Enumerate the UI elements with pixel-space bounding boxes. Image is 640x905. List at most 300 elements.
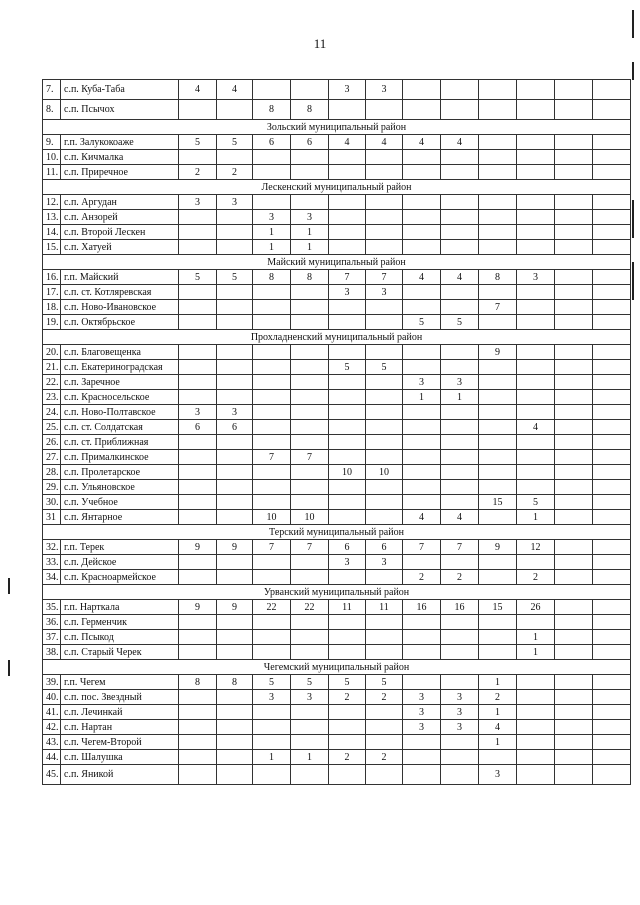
value-cell	[253, 405, 291, 420]
value-cell	[366, 630, 403, 645]
value-cell	[253, 390, 291, 405]
value-cell	[555, 750, 593, 765]
value-cell	[253, 435, 291, 450]
value-cell	[555, 465, 593, 480]
value-cell	[253, 345, 291, 360]
value-cell	[555, 100, 593, 120]
value-cell	[291, 165, 329, 180]
value-cell	[217, 360, 253, 375]
settlement-name: с.п. Ново-Ивановское	[61, 300, 179, 315]
value-cell	[329, 240, 366, 255]
value-cell	[291, 720, 329, 735]
value-cell: 7	[329, 270, 366, 285]
settlement-name: с.п. Хатуей	[61, 240, 179, 255]
value-cell: 5	[329, 360, 366, 375]
value-cell: 2	[329, 690, 366, 705]
value-cell: 1	[479, 675, 517, 690]
value-cell	[441, 360, 479, 375]
value-cell	[291, 615, 329, 630]
value-cell: 9	[479, 345, 517, 360]
value-cell: 16	[441, 600, 479, 615]
value-cell	[479, 420, 517, 435]
settlement-name: с.п. Куба-Таба	[61, 80, 179, 100]
settlement-name: с.п. Учебное	[61, 495, 179, 510]
value-cell	[291, 405, 329, 420]
value-cell	[441, 420, 479, 435]
value-cell	[329, 765, 366, 785]
value-cell	[593, 420, 631, 435]
value-cell: 5	[441, 315, 479, 330]
settlement-name: с.п. ст. Приближная	[61, 435, 179, 450]
table-body	[43, 80, 631, 785]
value-cell	[593, 375, 631, 390]
value-cell	[329, 345, 366, 360]
settlement-name: с.п. Дейское	[61, 555, 179, 570]
value-cell: 5	[217, 270, 253, 285]
value-cell: 1	[291, 750, 329, 765]
value-cell	[517, 210, 555, 225]
value-cell: 3	[329, 80, 366, 100]
settlement-name: г.п. Терек	[61, 540, 179, 555]
section-title: Зольский муниципальный район	[43, 120, 631, 135]
row-number: 44.	[43, 750, 61, 765]
value-cell: 2	[366, 690, 403, 705]
value-cell	[479, 360, 517, 375]
value-cell	[366, 765, 403, 785]
table-row	[43, 100, 631, 120]
table-row	[43, 765, 631, 785]
settlement-name: с.п. Кичмалка	[61, 150, 179, 165]
value-cell	[217, 630, 253, 645]
table-row	[43, 675, 631, 690]
settlement-table	[42, 79, 631, 785]
value-cell	[179, 450, 217, 465]
value-cell: 3	[366, 285, 403, 300]
value-cell: 7	[253, 450, 291, 465]
settlement-name: с.п. Псыкод	[61, 630, 179, 645]
value-cell	[555, 165, 593, 180]
value-cell	[253, 735, 291, 750]
margin-mark	[632, 62, 634, 80]
value-cell	[517, 555, 555, 570]
value-cell	[441, 765, 479, 785]
margin-mark	[8, 660, 10, 676]
value-cell	[366, 570, 403, 585]
value-cell	[291, 195, 329, 210]
value-cell	[517, 360, 555, 375]
value-cell	[329, 315, 366, 330]
row-number: 10.	[43, 150, 61, 165]
value-cell: 1	[479, 705, 517, 720]
row-number: 42.	[43, 720, 61, 735]
section-header-row	[43, 255, 631, 270]
section-header-row	[43, 180, 631, 195]
row-number: 15.	[43, 240, 61, 255]
value-cell	[593, 495, 631, 510]
value-cell: 4	[329, 135, 366, 150]
value-cell	[179, 225, 217, 240]
value-cell	[555, 735, 593, 750]
value-cell	[517, 150, 555, 165]
value-cell	[555, 450, 593, 465]
value-cell	[593, 615, 631, 630]
settlement-name: г.п. Залукокоаже	[61, 135, 179, 150]
value-cell	[366, 435, 403, 450]
value-cell	[555, 600, 593, 615]
value-cell	[291, 630, 329, 645]
value-cell	[179, 765, 217, 785]
value-cell	[253, 285, 291, 300]
row-number: 18.	[43, 300, 61, 315]
table-row	[43, 240, 631, 255]
value-cell: 3	[217, 195, 253, 210]
page-number: 11	[313, 36, 327, 51]
value-cell	[517, 240, 555, 255]
value-cell	[479, 750, 517, 765]
value-cell	[329, 150, 366, 165]
value-cell	[441, 225, 479, 240]
value-cell	[366, 240, 403, 255]
value-cell	[403, 750, 441, 765]
section-header-row	[43, 120, 631, 135]
value-cell	[329, 450, 366, 465]
value-cell: 7	[291, 450, 329, 465]
section-title: Майский муниципальный район	[43, 255, 631, 270]
value-cell	[555, 555, 593, 570]
value-cell: 6	[253, 135, 291, 150]
value-cell: 8	[253, 270, 291, 285]
settlement-name: с.п. Красносельское	[61, 390, 179, 405]
row-number: 7.	[43, 80, 61, 100]
settlement-name: с.п. Янтарное	[61, 510, 179, 525]
value-cell	[555, 210, 593, 225]
value-cell	[555, 420, 593, 435]
value-cell	[593, 750, 631, 765]
value-cell: 2	[366, 750, 403, 765]
value-cell	[517, 675, 555, 690]
value-cell	[253, 300, 291, 315]
value-cell: 6	[291, 135, 329, 150]
settlement-name: г.п. Нарткала	[61, 600, 179, 615]
row-number: 27.	[43, 450, 61, 465]
value-cell	[479, 240, 517, 255]
value-cell	[479, 450, 517, 465]
value-cell	[291, 435, 329, 450]
settlement-name: с.п. Старый Черек	[61, 645, 179, 660]
value-cell	[291, 495, 329, 510]
margin-mark	[8, 578, 10, 594]
value-cell	[441, 210, 479, 225]
value-cell	[555, 540, 593, 555]
table-row	[43, 345, 631, 360]
margin-mark	[632, 10, 634, 38]
value-cell	[593, 720, 631, 735]
value-cell	[366, 495, 403, 510]
value-cell	[291, 555, 329, 570]
value-cell	[593, 285, 631, 300]
value-cell	[479, 630, 517, 645]
row-number: 35.	[43, 600, 61, 615]
settlement-name: с.п. Шалушка	[61, 750, 179, 765]
value-cell	[217, 345, 253, 360]
value-cell	[179, 360, 217, 375]
value-cell: 3	[329, 285, 366, 300]
settlement-name: г.п. Чегем	[61, 675, 179, 690]
value-cell	[517, 705, 555, 720]
value-cell	[329, 420, 366, 435]
table-row	[43, 165, 631, 180]
value-cell	[517, 750, 555, 765]
value-cell	[479, 210, 517, 225]
value-cell	[179, 150, 217, 165]
value-cell	[441, 195, 479, 210]
value-cell	[441, 675, 479, 690]
value-cell	[517, 615, 555, 630]
value-cell	[291, 300, 329, 315]
row-number: 19.	[43, 315, 61, 330]
value-cell	[555, 615, 593, 630]
value-cell	[329, 705, 366, 720]
row-number: 16.	[43, 270, 61, 285]
value-cell	[555, 360, 593, 375]
value-cell: 22	[291, 600, 329, 615]
value-cell	[179, 570, 217, 585]
value-cell	[291, 150, 329, 165]
value-cell: 5	[517, 495, 555, 510]
table-row	[43, 540, 631, 555]
table-row	[43, 720, 631, 735]
value-cell	[593, 435, 631, 450]
value-cell	[517, 765, 555, 785]
value-cell	[179, 465, 217, 480]
row-number: 23.	[43, 390, 61, 405]
value-cell	[179, 645, 217, 660]
value-cell	[555, 270, 593, 285]
value-cell	[253, 165, 291, 180]
value-cell	[253, 150, 291, 165]
value-cell	[366, 195, 403, 210]
value-cell: 4	[479, 720, 517, 735]
section-title: Терский муниципальный район	[43, 525, 631, 540]
value-cell: 3	[291, 210, 329, 225]
value-cell	[253, 645, 291, 660]
value-cell	[555, 705, 593, 720]
value-cell	[217, 450, 253, 465]
value-cell: 4	[217, 80, 253, 100]
value-cell	[329, 630, 366, 645]
value-cell	[555, 645, 593, 660]
value-cell	[593, 80, 631, 100]
value-cell	[555, 435, 593, 450]
margin-mark	[632, 200, 634, 238]
value-cell	[403, 240, 441, 255]
value-cell	[441, 405, 479, 420]
value-cell	[403, 615, 441, 630]
row-number: 31	[43, 510, 61, 525]
value-cell: 3	[517, 270, 555, 285]
value-cell	[517, 300, 555, 315]
row-number: 28.	[43, 465, 61, 480]
value-cell	[366, 150, 403, 165]
value-cell	[217, 750, 253, 765]
table-row	[43, 300, 631, 315]
row-number: 8.	[43, 100, 61, 120]
value-cell	[479, 100, 517, 120]
value-cell	[517, 720, 555, 735]
value-cell	[593, 360, 631, 375]
value-cell: 22	[253, 600, 291, 615]
value-cell	[555, 135, 593, 150]
value-cell	[517, 80, 555, 100]
settlement-name: с.п. Нартан	[61, 720, 179, 735]
value-cell	[441, 165, 479, 180]
value-cell	[253, 195, 291, 210]
table-row	[43, 375, 631, 390]
settlement-name: с.п. Чегем-Второй	[61, 735, 179, 750]
row-number: 20.	[43, 345, 61, 360]
value-cell	[291, 705, 329, 720]
value-cell: 1	[479, 735, 517, 750]
value-cell	[366, 315, 403, 330]
value-cell: 15	[479, 495, 517, 510]
value-cell: 7	[291, 540, 329, 555]
value-cell	[517, 465, 555, 480]
value-cell	[479, 80, 517, 100]
value-cell	[479, 150, 517, 165]
value-cell	[479, 375, 517, 390]
value-cell: 16	[403, 600, 441, 615]
value-cell: 7	[479, 300, 517, 315]
value-cell	[593, 600, 631, 615]
value-cell	[441, 240, 479, 255]
value-cell	[403, 150, 441, 165]
value-cell	[555, 480, 593, 495]
table-row	[43, 600, 631, 615]
value-cell	[555, 690, 593, 705]
value-cell	[517, 480, 555, 495]
value-cell	[403, 165, 441, 180]
row-number: 9.	[43, 135, 61, 150]
value-cell	[479, 465, 517, 480]
table-row	[43, 390, 631, 405]
value-cell	[179, 690, 217, 705]
value-cell	[217, 375, 253, 390]
value-cell	[366, 375, 403, 390]
value-cell: 3	[329, 555, 366, 570]
value-cell	[403, 675, 441, 690]
value-cell: 4	[441, 270, 479, 285]
row-number: 41.	[43, 705, 61, 720]
row-number: 26.	[43, 435, 61, 450]
value-cell	[291, 735, 329, 750]
value-cell	[593, 100, 631, 120]
value-cell	[593, 225, 631, 240]
row-number: 33.	[43, 555, 61, 570]
value-cell: 8	[179, 675, 217, 690]
settlement-name: с.п. ст. Солдатская	[61, 420, 179, 435]
value-cell	[179, 285, 217, 300]
value-cell	[366, 720, 403, 735]
value-cell: 4	[441, 135, 479, 150]
value-cell: 6	[217, 420, 253, 435]
table-row	[43, 615, 631, 630]
value-cell: 4	[403, 270, 441, 285]
value-cell	[179, 630, 217, 645]
value-cell	[403, 285, 441, 300]
row-number: 34.	[43, 570, 61, 585]
value-cell	[517, 315, 555, 330]
value-cell: 3	[479, 765, 517, 785]
value-cell	[366, 390, 403, 405]
value-cell	[517, 285, 555, 300]
value-cell	[329, 480, 366, 495]
settlement-name: с.п. Благовещенка	[61, 345, 179, 360]
value-cell	[555, 720, 593, 735]
value-cell	[593, 480, 631, 495]
value-cell: 2	[479, 690, 517, 705]
value-cell	[593, 645, 631, 660]
value-cell	[253, 720, 291, 735]
settlement-name: с.п. пос. Звездный	[61, 690, 179, 705]
value-cell	[441, 750, 479, 765]
value-cell	[179, 480, 217, 495]
value-cell: 3	[403, 720, 441, 735]
value-cell: 15	[479, 600, 517, 615]
value-cell: 4	[366, 135, 403, 150]
value-cell: 2	[179, 165, 217, 180]
value-cell: 3	[441, 705, 479, 720]
table-row	[43, 495, 631, 510]
section-header-row	[43, 660, 631, 675]
value-cell	[479, 165, 517, 180]
value-cell	[403, 80, 441, 100]
value-cell	[479, 405, 517, 420]
value-cell	[217, 765, 253, 785]
value-cell	[555, 765, 593, 785]
table-row	[43, 135, 631, 150]
value-cell	[593, 390, 631, 405]
value-cell	[217, 570, 253, 585]
settlement-name: с.п. Ново-Полтавское	[61, 405, 179, 420]
value-cell	[217, 690, 253, 705]
value-cell	[555, 495, 593, 510]
value-cell	[403, 765, 441, 785]
value-cell	[253, 555, 291, 570]
value-cell: 5	[366, 360, 403, 375]
value-cell	[329, 495, 366, 510]
value-cell	[441, 495, 479, 510]
value-cell	[366, 225, 403, 240]
value-cell: 5	[179, 135, 217, 150]
value-cell	[517, 405, 555, 420]
value-cell: 9	[217, 600, 253, 615]
value-cell: 2	[441, 570, 479, 585]
value-cell: 5	[291, 675, 329, 690]
value-cell: 5	[253, 675, 291, 690]
value-cell: 4	[441, 510, 479, 525]
value-cell: 6	[366, 540, 403, 555]
value-cell	[555, 510, 593, 525]
table-row	[43, 285, 631, 300]
value-cell: 7	[403, 540, 441, 555]
table-row	[43, 420, 631, 435]
value-cell	[517, 735, 555, 750]
value-cell	[329, 720, 366, 735]
value-cell: 4	[517, 420, 555, 435]
value-cell	[555, 80, 593, 100]
value-cell	[329, 390, 366, 405]
value-cell	[479, 225, 517, 240]
